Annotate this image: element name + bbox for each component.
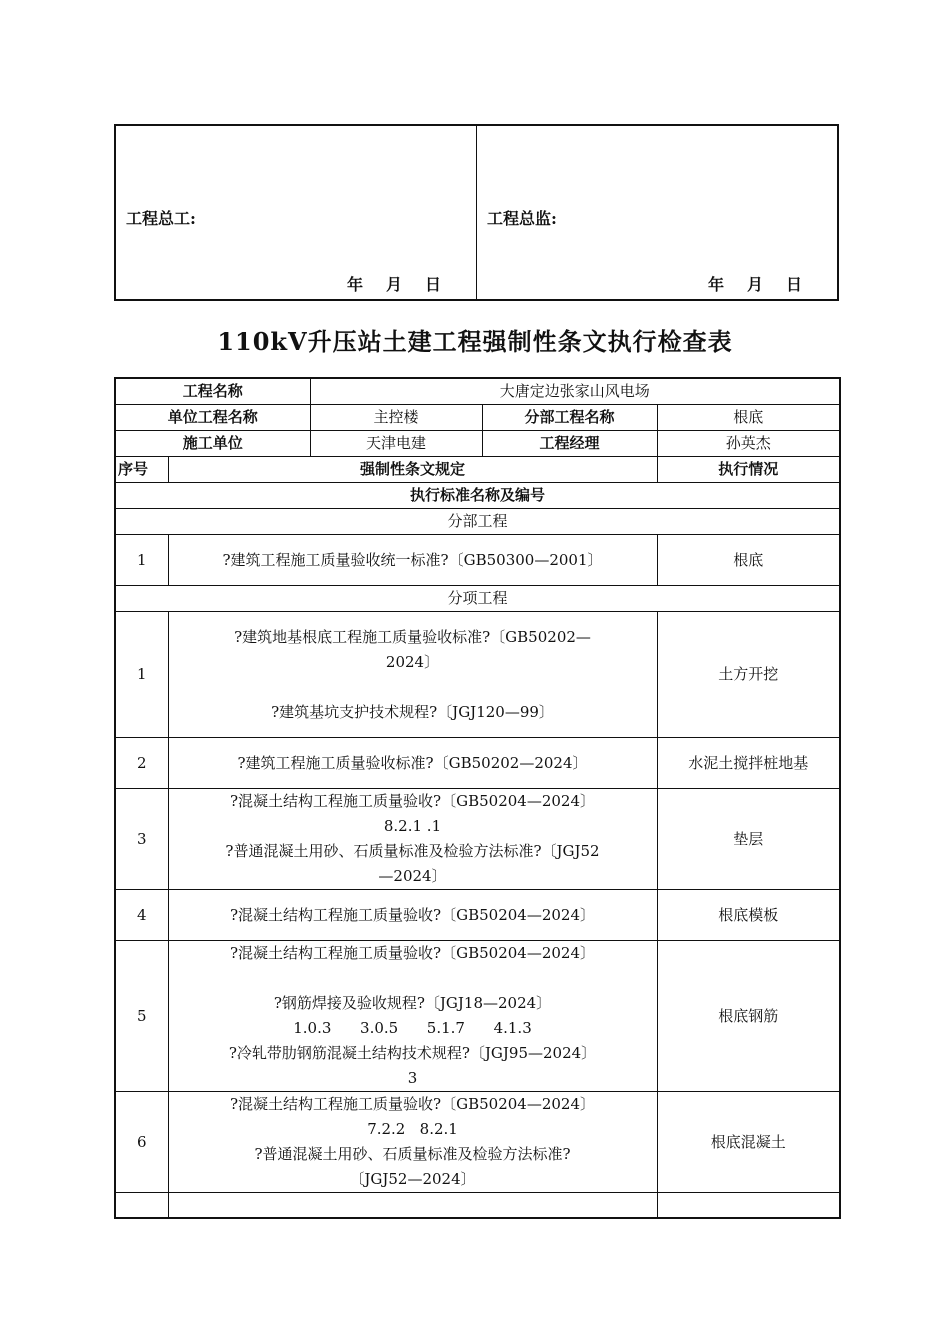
row-number: 4 <box>115 890 168 941</box>
header-row-contractor <box>115 431 840 457</box>
table-row <box>115 941 840 1092</box>
section-row-items <box>115 586 840 612</box>
division-value: 根底 <box>657 405 840 431</box>
standard-line: 1.0.3 3.0.5 5.1.7 4.1.3 <box>293 1019 532 1037</box>
chief-supervisor-cell <box>476 126 837 299</box>
standard-line: 7.2.2 8.2.1 <box>367 1120 458 1138</box>
day-label: 日 <box>424 275 442 294</box>
status-cell: 根底 <box>657 535 840 586</box>
standard-cell <box>168 535 657 586</box>
section-row-division <box>115 509 840 535</box>
project-name-label: 工程名称 <box>115 378 310 405</box>
row-number: 1 <box>115 535 168 586</box>
table-row <box>115 1092 840 1193</box>
standard-line: ?普通混凝土用砂、石质量标准及检验方法标准?〔JGJ52 <box>225 842 600 860</box>
standard-line <box>173 966 653 991</box>
page-title: 110kV升压站土建工程强制性条文执行检查表 <box>217 327 733 356</box>
table-row <box>115 535 840 586</box>
standard-cell <box>168 612 657 738</box>
standard-line: ?混凝土结构工程施工质量验收?〔GB50204—2024〕 <box>230 905 595 924</box>
inspection-table <box>114 377 841 1219</box>
standard-line: 〔JGJ52—2024〕 <box>349 1170 476 1188</box>
standard-line: ?混凝土结构工程施工质量验收?〔GB50204—2024〕 <box>230 944 595 962</box>
standard-line: —2024〕 <box>378 867 447 885</box>
standard-line: ?建筑地基根底工程施工质量验收标准?〔GB50202— <box>234 627 591 646</box>
standard-cell <box>168 941 657 1092</box>
row-number: 2 <box>115 738 168 789</box>
month-label: 月 <box>746 275 764 294</box>
manager-value: 孙英杰 <box>657 431 840 457</box>
division-label: 分部工程名称 <box>482 405 657 431</box>
col-no-header: 序号 <box>115 457 168 483</box>
item-section-label: 分项工程 <box>115 586 840 612</box>
header-row-unit <box>115 405 840 431</box>
signature-box <box>114 124 839 301</box>
contractor-label: 施工单位 <box>115 431 310 457</box>
standard-line: ?建筑工程施工质量验收标准?〔GB50202—2024〕 <box>237 753 588 772</box>
status-cell: 根底钢筋 <box>657 941 840 1092</box>
row-number: 3 <box>115 789 168 890</box>
contractor-value: 天津电建 <box>310 431 482 457</box>
manager-label: 工程经理 <box>482 431 657 457</box>
chief-engineer-date <box>325 272 442 295</box>
table-row <box>115 738 840 789</box>
standard-line: ?建筑基坑支护技术规程?〔JGJ120—99〕 <box>271 702 554 721</box>
std-title-row <box>115 483 840 509</box>
std-title: 执行标准名称及编号 <box>115 483 840 509</box>
unit-project-value: 主控楼 <box>310 405 482 431</box>
division-section-label: 分部工程 <box>115 509 840 535</box>
status-cell: 水泥土搅拌桩地基 <box>657 738 840 789</box>
chief-engineer-label: 工程总工: <box>126 209 196 228</box>
standard-cell <box>168 890 657 941</box>
standard-line: 8.2.1 .1 <box>383 817 442 835</box>
standard-line: 2024〕 <box>385 652 440 671</box>
month-label: 月 <box>385 275 403 294</box>
status-cell: 垫层 <box>657 789 840 890</box>
col-status-header: 执行情况 <box>657 457 840 483</box>
row-number: 1 <box>115 612 168 738</box>
status-cell: 根底混凝土 <box>657 1092 840 1193</box>
chief-engineer-cell <box>116 126 476 299</box>
chief-supervisor-label: 工程总监: <box>487 209 557 228</box>
status-cell: 根底模板 <box>657 890 840 941</box>
col-rule-header: 强制性条文规定 <box>168 457 657 483</box>
chief-supervisor-date <box>686 272 803 295</box>
row-number: 6 <box>115 1092 168 1193</box>
standard-line: 3 <box>407 1069 418 1087</box>
standard-cell <box>168 789 657 890</box>
standard-line: ?冷轧带肋钢筋混凝土结构技术规程?〔JGJ95—2024〕 <box>228 1044 597 1062</box>
column-header-row <box>115 457 840 483</box>
status-cell: 土方开挖 <box>657 612 840 738</box>
table-row <box>115 612 840 738</box>
standard-cell <box>168 1092 657 1193</box>
year-label: 年 <box>707 275 725 294</box>
project-name-value: 大唐定边张家山风电场 <box>310 378 840 405</box>
row-number: 5 <box>115 941 168 1092</box>
unit-project-label: 单位工程名称 <box>115 405 310 431</box>
empty-row <box>115 1193 840 1219</box>
standard-line <box>173 675 653 700</box>
header-row-project <box>115 378 840 405</box>
division-rows <box>115 535 840 586</box>
year-label: 年 <box>346 275 364 294</box>
table-row <box>115 890 840 941</box>
standard-line: ?混凝土结构工程施工质量验收?〔GB50204—2024〕 <box>230 792 595 810</box>
standard-cell <box>168 738 657 789</box>
standard-line: ?建筑工程施工质量验收统一标准?〔GB50300—2001〕 <box>222 550 603 569</box>
table-row <box>115 789 840 890</box>
standard-line: ?混凝土结构工程施工质量验收?〔GB50204—2024〕 <box>230 1095 595 1113</box>
standard-line: ?钢筋焊接及验收规程?〔JGJ18—2024〕 <box>273 994 552 1012</box>
standard-line: ?普通混凝土用砂、石质量标准及检验方法标准? <box>254 1145 571 1163</box>
item-rows <box>115 612 840 1193</box>
day-label: 日 <box>785 275 803 294</box>
